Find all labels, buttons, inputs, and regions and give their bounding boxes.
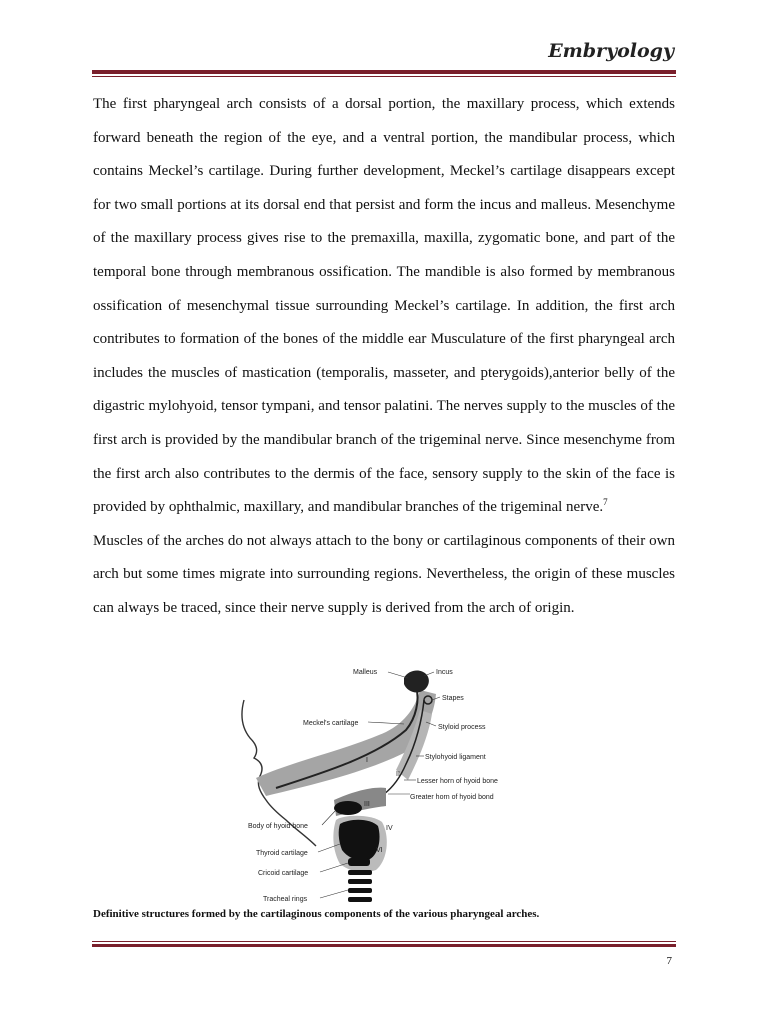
arch-numeral-one: I (366, 757, 368, 764)
tracheal-ring (348, 870, 372, 875)
footer-rule-thin (92, 941, 676, 942)
label-malleus: Malleus (353, 669, 378, 676)
pharyngeal-arch-diagram (236, 660, 532, 905)
figure-caption: Definitive structures formed by the cartilaginous components of the various pharyngeal arches. (93, 908, 540, 920)
hyoid-body-shape (334, 801, 362, 815)
label-meckels-cartilage: Meckel's cartilage (303, 720, 359, 727)
label-cricoid-cartilage: Cricoid cartilage (258, 870, 309, 877)
paragraph-first-arch (93, 88, 675, 525)
body-hyoid-leader (322, 810, 336, 825)
label-stylohyoid-ligament: Stylohyoid ligament (425, 754, 486, 761)
header-rule-thin (92, 76, 676, 77)
label-styloid-process: Styloid process (438, 724, 486, 731)
paragraph-first-arch-text: The first pharyngeal arch consists of a dorsal portion, the maxillary process, which extends forward beneath the region of the eye, and a ventral portion, the mandibular process, which contains Meckel’s cartilage. During further development, Meckel’s cartilage disappears except for two small portions at its dorsal end that persist and form the incus and malleus. Mesenchyme of the maxillary process gives rise to the premaxilla, maxilla, zygomatic bone, and part of the temporal bone through membranous ossification. The mandible is also formed by membranous ossification of mesenchymal tissue surrounding Meckel’s cartilage. In addition, the first arch contributes to formation of the bones of the middle ear Musculature of the first pharyngeal arch includes the muscles of mastication (temporalis, masseter, and pterygoids),anterior belly of the digastric mylohyoid, tensor tympani, and tensor palatini. The nerves supply to the muscles of the first arch is provided by the mandibular branch of the trigeminal nerve. Since mesenchyme from the first arch also contributes to the dermis of the face, sensory supply to the skin of the face is provided by ophthalmic, maxillary, and mandibular branches of the trigeminal nerve. (93, 96, 675, 516)
malleus-leader (388, 672, 408, 678)
label-greater-horn: Greater horn of hyoid bond (410, 794, 494, 801)
paragraph-muscles: Muscles of the arches do not always attach to the bony or cartilaginous components of their own arch but some times migrate into surrounding regions. Nevertheless, the origin of these muscles can always be traced, since their nerve supply is derived from the arch of origin. (93, 532, 675, 616)
arch-numeral-three: III (364, 801, 370, 808)
body-text (93, 88, 675, 626)
tracheal-ring (348, 879, 372, 884)
running-header-title: Embryology (548, 40, 674, 62)
cricoid-leader (320, 863, 348, 872)
tracheal-leader (320, 890, 348, 898)
tracheal-ring (348, 897, 372, 902)
arch-numeral-four: IV (386, 825, 393, 832)
tracheal-ring (348, 888, 372, 893)
label-thyroid-cartilage: Thyroid cartilage (256, 850, 308, 857)
footer-rule (92, 944, 676, 947)
label-incus: Incus (436, 669, 453, 676)
meckels-leader (368, 722, 404, 724)
malleus-incus-shape (404, 671, 429, 693)
label-lesser-horn: Lesser horn of hyoid bone (417, 778, 498, 785)
pharyngeal-arch-figure (236, 660, 532, 905)
header-rule (92, 70, 676, 74)
page-number: 7 (666, 955, 672, 967)
cricoid-shape (348, 858, 370, 866)
label-stapes: Stapes (442, 695, 464, 702)
reference-superscript: 7 (603, 497, 608, 508)
arch-numeral-six: VI (376, 847, 383, 854)
arch-numeral-two: II (396, 771, 400, 778)
label-body-of-hyoid: Body of hyoid bone (248, 823, 308, 830)
label-tracheal-rings: Tracheal rings (263, 896, 308, 903)
